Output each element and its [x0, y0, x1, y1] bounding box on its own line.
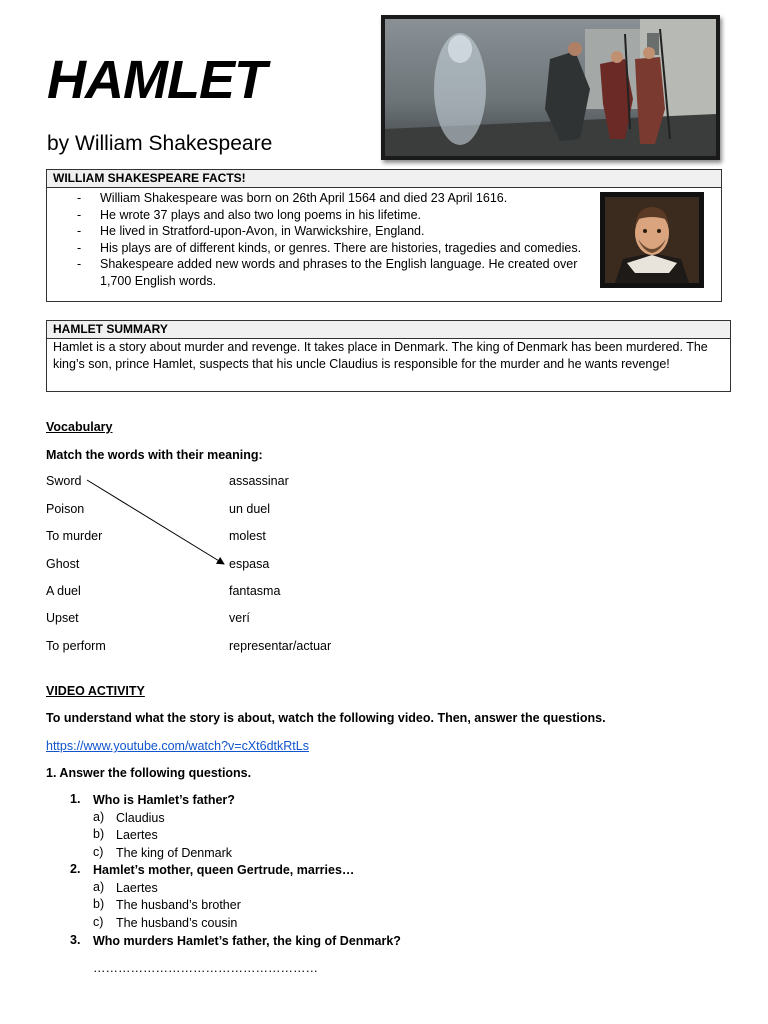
question-text: Who murders Hamlet’s father, the king of Denmark? [93, 934, 401, 948]
question-number: 1. [70, 792, 81, 806]
summary-text: Hamlet is a story about murder and revenge. It takes place in Denmark. The king of Denmark has been murdered. The king’s son, prince Hamlet, suspects that his uncle Claudius is responsible for the murder and he wants revenge! [53, 340, 708, 371]
fact-item: - Shakespeare added new words and phrases to the English language. He created over 1,700 English words. [77, 257, 578, 288]
option-text: Laertes [116, 828, 158, 842]
page-title: HAMLET [47, 50, 266, 110]
option-letter: b) [93, 897, 105, 911]
vocab-word: Sword [46, 474, 82, 488]
fact-item: - He wrote 37 plays and also two long poems in his lifetime. [77, 207, 421, 222]
vocab-meaning: un duel [229, 502, 271, 516]
video-link[interactable]: https://www.youtube.com/watch?v=cXt6dtkRtLs [46, 739, 309, 753]
vocab-meaning: verí [229, 611, 250, 625]
byline: by William Shakespeare [47, 132, 273, 155]
vocab-meaning: espasa [229, 557, 270, 571]
vocab-word: To perform [46, 639, 106, 653]
video-instruction: To understand what the story is about, watch the following video. Then, answer the questions. [46, 711, 606, 725]
video-activity-heading: VIDEO ACTIVITY [46, 684, 145, 698]
vocabulary-heading: Vocabulary [46, 420, 113, 434]
option-text: The husband’s cousin [116, 916, 238, 930]
option-text: Claudius [116, 811, 165, 825]
bullet-dash: - [77, 224, 82, 238]
option-letter: a) [93, 810, 105, 824]
vocab-word: Upset [46, 611, 79, 625]
option-letter: c) [93, 915, 104, 929]
option-letter: b) [93, 827, 105, 841]
vocab-word: Poison [46, 502, 85, 516]
option-text: The husband’s brother [116, 898, 241, 912]
summary-heading: HAMLET SUMMARY [47, 321, 730, 339]
question-text: Who is Hamlet’s father? [93, 793, 235, 807]
vocab-meaning: representar/actuar [229, 639, 332, 653]
fact-item: - He lived in Stratford-upon-Avon, in Warwickshire, England. [77, 224, 425, 238]
option-text: Laertes [116, 881, 158, 895]
bullet-dash: - [77, 207, 82, 222]
fact-item: - His plays are of different kinds, or genres. There are histories, tragedies and comedies. [77, 240, 582, 255]
bullet-dash: - [77, 257, 82, 271]
facts-heading: WILLIAM SHAKESPEARE FACTS! [47, 170, 721, 188]
vocab-word: A duel [46, 584, 81, 598]
option-text: The king of Denmark [116, 846, 233, 860]
questions-heading: 1. Answer the following questions. [46, 766, 252, 780]
vocab-meaning: assassinar [229, 474, 289, 488]
question-text: Hamlet’s mother, queen Gertrude, marries… [93, 863, 355, 877]
fact-item: - William Shakespeare was born on 26th April 1564 and died 23 April 1616. [77, 191, 508, 205]
answer-line[interactable]: ……………………………………………… [93, 961, 318, 975]
vocab-word: Ghost [46, 557, 80, 571]
question-number: 3. [70, 933, 81, 947]
option-letter: c) [93, 845, 104, 859]
vocab-word: To murder [46, 529, 103, 543]
question-number: 2. [70, 862, 81, 876]
option-letter: a) [93, 880, 105, 894]
vocabulary-instruction: Match the words with their meaning: [46, 448, 263, 462]
vocab-meaning: molest [229, 529, 266, 543]
bullet-dash: - [77, 191, 82, 205]
vocab-meaning: fantasma [229, 584, 281, 598]
bullet-dash: - [77, 240, 82, 255]
